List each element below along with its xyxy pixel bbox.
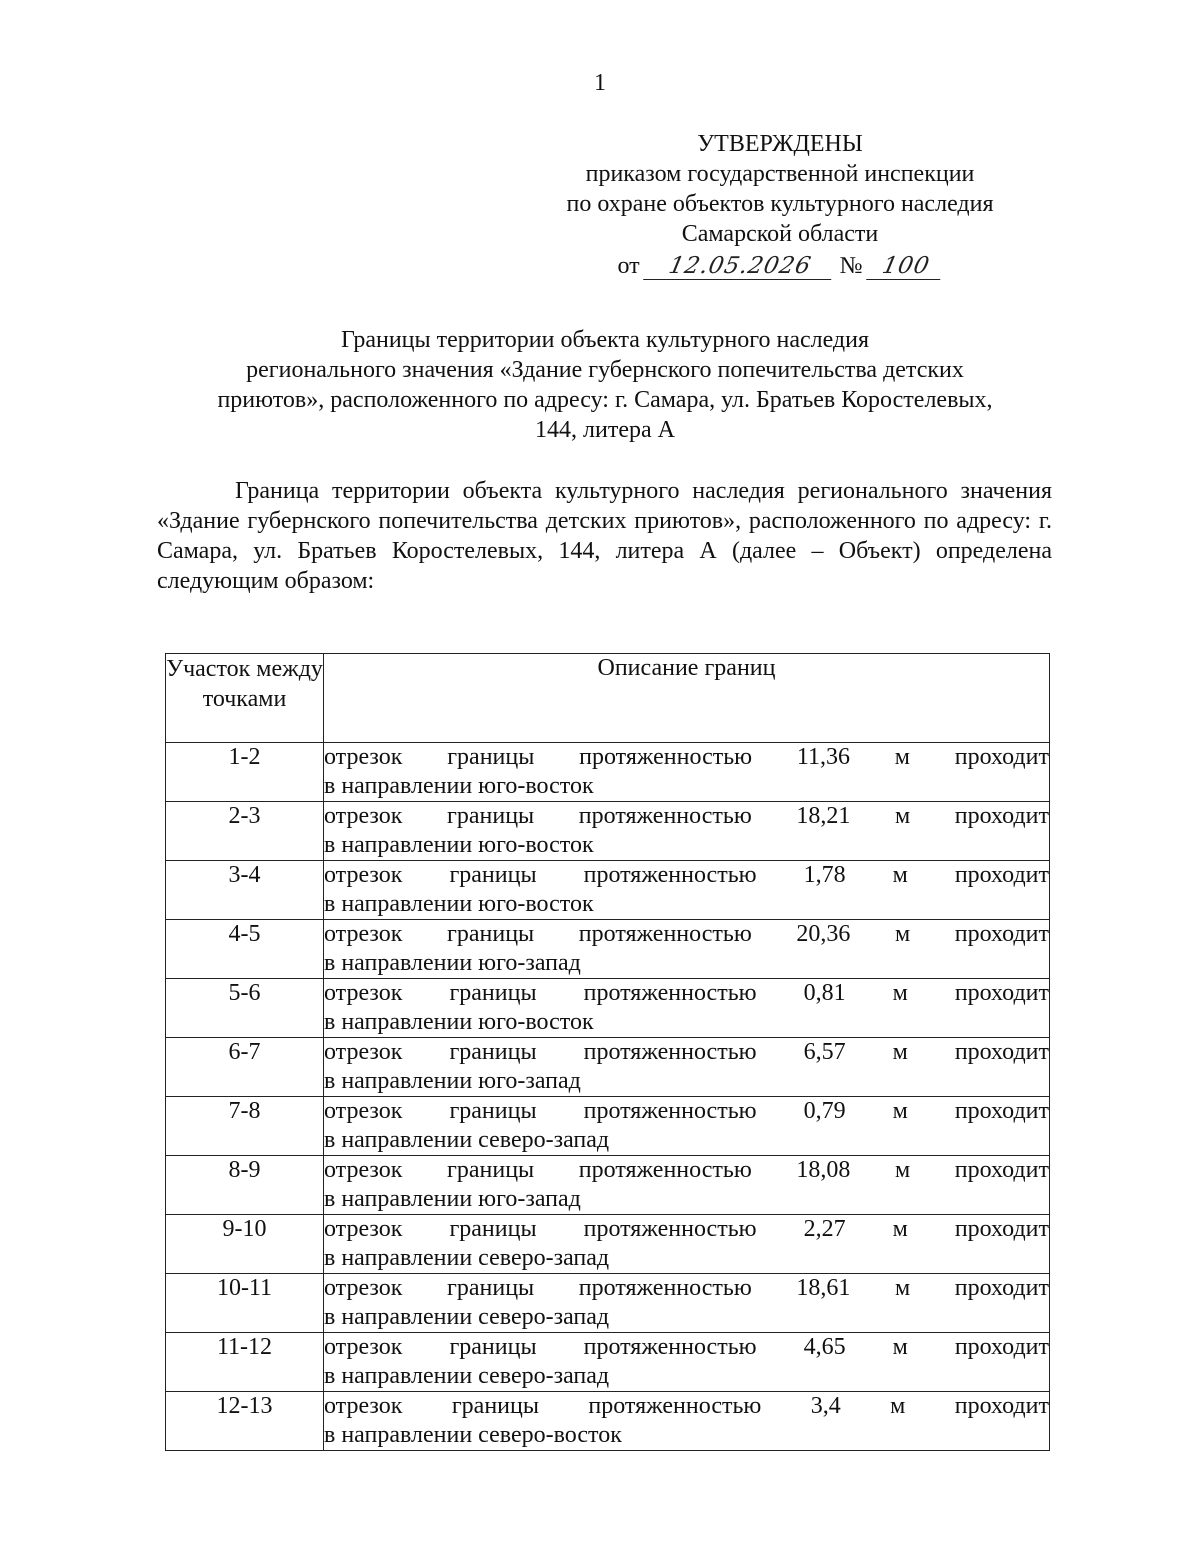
heading-line-3: приютов», расположенного по адресу: г. Самара, ул. Братьев Коростелевых, — [217, 387, 993, 413]
table-row — [166, 743, 1050, 802]
word-segment: отрезок — [324, 980, 403, 1006]
description-cell — [324, 802, 1050, 861]
table-row — [166, 1156, 1050, 1215]
word-length-label: протяженностью — [583, 1039, 757, 1065]
word-segment: отрезок — [324, 803, 403, 829]
description-cell — [324, 1274, 1050, 1333]
description-cell — [324, 743, 1050, 802]
word-passes: проходит — [954, 980, 1049, 1006]
description-first-line — [324, 861, 1049, 890]
description-cell — [324, 1156, 1050, 1215]
segment-cell: 1-2 — [166, 743, 324, 802]
word-boundary: границы — [449, 1098, 537, 1124]
table-row — [166, 1038, 1050, 1097]
segment-cell: 12-13 — [166, 1392, 324, 1451]
direction-text: в направлении юго-восток — [324, 891, 594, 917]
word-segment: отрезок — [324, 1334, 403, 1360]
description-cell — [324, 861, 1050, 920]
word-length-label: протяженностью — [579, 744, 753, 770]
description-first-line — [324, 1333, 1049, 1362]
approval-line-2: по охране объектов культурного наследия — [566, 191, 994, 217]
heading-line-2: регионального значения «Здание губернского попечительства детских — [246, 357, 964, 383]
word-boundary: границы — [449, 1039, 537, 1065]
segment-cell: 2-3 — [166, 802, 324, 861]
word-segment: отрезок — [324, 862, 403, 888]
description-first-line — [324, 979, 1049, 1008]
word-passes: проходит — [954, 862, 1049, 888]
word-segment: отрезок — [324, 1039, 403, 1065]
description-first-line — [324, 802, 1049, 831]
direction-text: в направлении северо-запад — [324, 1127, 610, 1153]
length-unit: м — [894, 1275, 911, 1301]
word-boundary: границы — [447, 1275, 535, 1301]
description-cell — [324, 1097, 1050, 1156]
length-unit: м — [892, 980, 908, 1006]
word-passes: проходит — [954, 1334, 1049, 1360]
segment-cell: 11-12 — [166, 1333, 324, 1392]
direction-text: в направлении юго-запад — [324, 1068, 581, 1094]
word-segment: отрезок — [324, 744, 403, 770]
length-value: 0,81 — [803, 980, 846, 1006]
word-segment: отрезок — [324, 1157, 403, 1183]
table-row — [166, 861, 1050, 920]
length-value: 1,78 — [803, 862, 846, 888]
word-length-label: протяженностью — [578, 921, 752, 947]
table-body — [166, 743, 1050, 1451]
table-row — [166, 1215, 1050, 1274]
word-boundary: границы — [449, 980, 537, 1006]
segment-cell: 9-10 — [166, 1215, 324, 1274]
word-segment: отрезок — [324, 1216, 403, 1242]
approval-block — [520, 129, 1040, 281]
word-length-label: протяженностью — [583, 862, 757, 888]
description-cell — [324, 1333, 1050, 1392]
direction-text: в направлении юго-запад — [324, 1186, 581, 1212]
length-unit: м — [892, 1098, 908, 1124]
length-value: 18,61 — [796, 1275, 851, 1301]
word-passes: проходит — [954, 1098, 1049, 1124]
word-passes: проходит — [954, 1393, 1049, 1419]
word-segment: отрезок — [324, 921, 403, 947]
page-number: 1 — [594, 70, 606, 96]
approval-line-1: приказом государственной инспекции — [585, 161, 975, 187]
description-first-line — [324, 1097, 1049, 1126]
length-value: 3,4 — [810, 1393, 841, 1419]
word-boundary: границы — [447, 921, 535, 947]
heading-line-4: 144, литера А — [535, 417, 675, 443]
length-value: 6,57 — [803, 1039, 846, 1065]
table-row — [166, 920, 1050, 979]
direction-text: в направлении северо-запад — [324, 1245, 610, 1271]
segment-cell: 7-8 — [166, 1097, 324, 1156]
segment-cell: 4-5 — [166, 920, 324, 979]
direction-text: в направлении северо-запад — [324, 1363, 610, 1389]
word-length-label: протяженностью — [583, 980, 757, 1006]
description-first-line — [324, 1274, 1049, 1303]
segment-cell: 10-11 — [166, 1274, 324, 1333]
word-passes: проходит — [954, 803, 1049, 829]
table-row — [166, 802, 1050, 861]
word-passes: проходит — [954, 1216, 1049, 1242]
length-unit: м — [890, 1393, 906, 1419]
length-unit: м — [894, 744, 910, 770]
description-first-line — [324, 1038, 1049, 1067]
boundaries-table — [165, 653, 1050, 1451]
description-cell — [324, 979, 1050, 1038]
length-unit: м — [892, 1334, 908, 1360]
document-heading — [150, 325, 1060, 445]
word-boundary: границы — [449, 862, 537, 888]
table-header-row — [166, 654, 1050, 743]
table-row — [166, 1274, 1050, 1333]
word-length-label: протяженностью — [588, 1393, 762, 1419]
length-value: 2,27 — [803, 1216, 846, 1242]
header-segment: Участок между точками — [166, 654, 324, 743]
description-first-line — [324, 1215, 1049, 1244]
length-unit: м — [894, 1157, 911, 1183]
direction-text: в направлении юго-запад — [324, 950, 581, 976]
direction-text: в направлении юго-восток — [324, 832, 594, 858]
table-row — [166, 979, 1050, 1038]
word-passes: проходит — [954, 1275, 1049, 1301]
length-unit: м — [892, 1216, 908, 1242]
direction-text: в направлении северо-запад — [324, 1304, 610, 1330]
direction-text: в направлении юго-восток — [324, 773, 594, 799]
table-row — [166, 1392, 1050, 1451]
description-first-line — [324, 920, 1049, 949]
direction-text: в направлении северо-восток — [324, 1422, 622, 1448]
segment-cell: 3-4 — [166, 861, 324, 920]
heading-line-1: Границы территории объекта культурного наследия — [340, 327, 870, 353]
approval-date-line — [520, 251, 1040, 281]
word-boundary: границы — [447, 803, 535, 829]
word-boundary: границы — [447, 1157, 535, 1183]
number-prefix: № — [839, 253, 863, 279]
length-unit: м — [894, 921, 911, 947]
word-boundary: границы — [449, 1334, 537, 1360]
word-passes: проходит — [954, 744, 1049, 770]
word-boundary: границы — [447, 744, 535, 770]
handwritten-number: 100 — [866, 253, 946, 280]
intro-paragraph: Граница территории объекта культурного наследия регионального значения «Здание губернского попечительства детских приютов», расположенного по адресу: г. Самара, ул. Братьев Коростелевых, 144, литера А (далее – Объект) определена следующим образом: — [157, 478, 1052, 594]
segment-cell: 5-6 — [166, 979, 324, 1038]
word-boundary: границы — [449, 1216, 537, 1242]
word-length-label: протяженностью — [583, 1216, 757, 1242]
word-segment: отрезок — [324, 1393, 403, 1419]
word-length-label: протяженностью — [583, 1334, 757, 1360]
word-length-label: протяженностью — [578, 803, 752, 829]
word-passes: проходит — [954, 921, 1049, 947]
header-description: Описание границ — [324, 654, 1050, 743]
description-cell — [324, 1038, 1050, 1097]
length-value: 11,36 — [796, 744, 850, 770]
length-value: 18,21 — [796, 803, 851, 829]
description-cell — [324, 1392, 1050, 1451]
word-boundary: границы — [451, 1393, 539, 1419]
table-row — [166, 1097, 1050, 1156]
word-passes: проходит — [954, 1157, 1049, 1183]
description-cell — [324, 920, 1050, 979]
description-cell — [324, 1215, 1050, 1274]
description-first-line — [324, 1156, 1049, 1185]
direction-text: в направлении юго-восток — [324, 1009, 594, 1035]
segment-cell: 8-9 — [166, 1156, 324, 1215]
segment-cell: 6-7 — [166, 1038, 324, 1097]
length-value: 20,36 — [796, 921, 851, 947]
word-passes: проходит — [954, 1039, 1049, 1065]
length-unit: м — [892, 862, 908, 888]
word-segment: отрезок — [324, 1275, 403, 1301]
length-unit: м — [894, 803, 911, 829]
description-first-line — [324, 1392, 1049, 1421]
approval-title: УТВЕРЖДЕНЫ — [697, 131, 863, 157]
date-prefix: от — [617, 253, 640, 279]
word-segment: отрезок — [324, 1098, 403, 1124]
table-row — [166, 1333, 1050, 1392]
word-length-label: протяженностью — [578, 1157, 752, 1183]
length-unit: м — [892, 1039, 908, 1065]
length-value: 18,08 — [796, 1157, 851, 1183]
length-value: 4,65 — [803, 1334, 846, 1360]
word-length-label: протяженностью — [578, 1275, 752, 1301]
word-length-label: протяженностью — [583, 1098, 757, 1124]
approval-line-3: Самарской области — [681, 221, 879, 247]
handwritten-date: 12.05.2026 — [643, 253, 837, 280]
length-value: 0,79 — [803, 1098, 846, 1124]
description-first-line — [324, 743, 1049, 772]
